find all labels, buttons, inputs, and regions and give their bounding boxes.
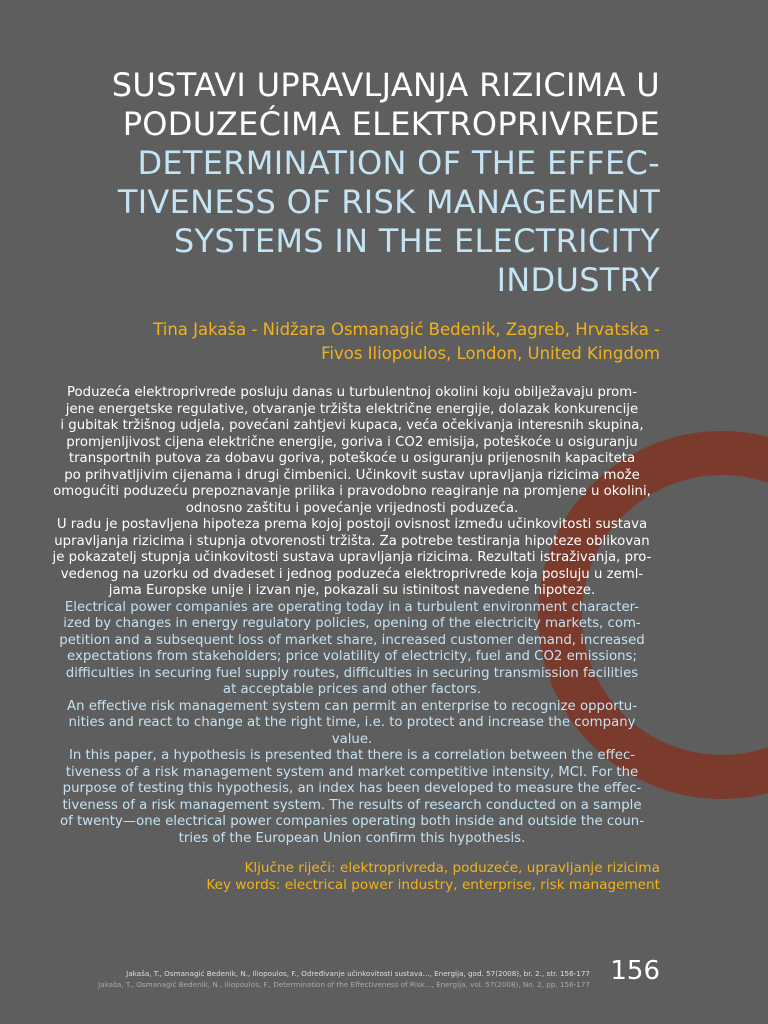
abstract-en-line: purpose of testing this hypothesis, an index has been developed to measure the effec-	[62, 781, 642, 796]
authors-line: Fivos Iliopoulos, London, United Kingdom	[321, 344, 660, 363]
title-hr-line: PODUZEĆIMA ELEKTROPRIVREDE	[122, 105, 660, 143]
abstract-hr-line: odnosno zaštitu i povećanje vrijednosti poduzeća.	[185, 500, 519, 516]
abstract-en-line: of twenty—one electrical power companies operating both inside and outside the coun-	[59, 814, 645, 829]
authors	[40, 318, 660, 366]
abstract-en-line: nities and react to change at the right time, i.e. to protect and increase the company	[68, 715, 636, 730]
abstract-en	[44, 600, 660, 848]
abstract-hr-line: je pokazatelj stupnja učinkovitosti sustava upravljanja rizicima. Rezultati istraživanja, pro-	[52, 550, 652, 565]
article-title	[40, 66, 660, 300]
title-en-line: DETERMINATION OF THE EFFEC-	[137, 144, 660, 182]
abstract-hr-line: po prihvatljivim cijenama i drugi čimbenici. Učinkovit sustav upravljanja rizicima može	[64, 467, 640, 483]
abstract-en-line: tiveness of a risk management system and market competitive intensity, MCI. For the	[65, 764, 639, 780]
abstract-hr	[44, 385, 660, 600]
page-number: 156	[610, 956, 660, 986]
authors-line: Tina Jakaša - Nidžara Osmanagić Bedenik, Zagreb, Hrvatska -	[153, 320, 660, 339]
abstract-hr-line: upravljanja rizicima i stupnja otvorenosti tržišta. Za potrebe testiranja hipoteze oblikovan	[54, 533, 650, 549]
abstract-en-line: tries of the European Union confirm this hypothesis.	[178, 830, 526, 846]
abstract-hr-line: jama Europske unije i izvan nje, pokazali su istinitost navedene hipoteze.	[108, 583, 596, 598]
title-en-line: SYSTEMS IN THE ELECTRICITY	[173, 222, 660, 260]
abstract-en-line: An effective risk management system can permit an enterprise to recognize opportu-	[66, 698, 638, 714]
abstract-hr-line: transportnih putova za dobavu goriva, poteškoće u osiguranju prijenosnih kapaciteta	[68, 451, 636, 466]
abstract	[44, 385, 660, 847]
abstract-hr-line: U radu je postavljena hipoteza prema kojoj postoji ovisnost između učinkovitosti sustava	[56, 517, 648, 532]
abstract-hr-line: jene energetske regulative, otvaranje tržišta električne energije, dolazak konkurencije	[65, 401, 639, 417]
abstract-hr-line: promjenljivost cijena električne energije, goriva i CO2 emisija, poteškoće u osiguranju	[66, 434, 638, 450]
abstract-en-line: tiveness of a risk management system. The results of research conducted on a sample	[62, 797, 642, 813]
title-hr-line: SUSTAVI UPRAVLJANJA RIZICIMA U	[111, 66, 660, 104]
abstract-en-line: ized by changes in energy regulatory policies, opening of the electricity markets, com-	[63, 616, 641, 631]
citation-footer	[90, 968, 590, 990]
abstract-en-line: Electrical power companies are operating today in a turbulent environment character-	[64, 599, 640, 615]
abstract-hr-line: Poduzeća elektroprivrede posluju danas u turbulentnoj okolini koju obilježavaju prom-	[66, 385, 638, 400]
abstract-hr-line: i gubitak tržišnog udjela, povećani zahtjevi kupaca, veća očekivanja interesnih skupina,	[60, 418, 644, 433]
abstract-en-line: petition and a subsequent loss of market share, increased customer demand, increased	[59, 632, 645, 648]
abstract-en-line: difficulties in securing fuel supply routes, difficulties in securing transmission facilities	[65, 665, 639, 681]
abstract-en-line: value.	[331, 731, 373, 747]
title-en-line: INDUSTRY	[496, 261, 660, 299]
keywords-en: Key words: electrical power industry, enterprise, risk management	[206, 877, 660, 893]
abstract-en-line: expectations from stakeholders; price volatility of electricity, fuel and CO2 emissions;	[67, 649, 637, 664]
keywords-hr: Ključne riječi: elektroprivreda, poduzeće, upravljanje rizicima	[244, 860, 660, 876]
keywords	[40, 860, 660, 894]
citation-en: Jakaša, T., Osmanagić Bedenik, N., Iliopoulos, F., Determination of the Effectiveness of Risk..., Energija, vol. 57(2008), No. 2, pp. 156-177	[98, 980, 590, 989]
citation-hr: Jakaša, T., Osmanagić Bedenik, N., Iliopoulos, F., Određivanje učinkovitosti sustava..., Energija, god. 57(2008), br. 2., str. 156-177	[126, 969, 590, 978]
abstract-en-line: at acceptable prices and other factors.	[222, 682, 482, 697]
abstract-hr-line: vedenog na uzorku od dvadeset i jednog poduzeća elektroprivrede koja posluju u zeml-	[60, 566, 644, 582]
title-en-line: TIVENESS OF RISK MANAGEMENT	[117, 183, 660, 221]
abstract-en-line: In this paper, a hypothesis is presented that there is a correlation between the effec-	[68, 748, 636, 763]
abstract-hr-line: omogućiti poduzeću prepoznavanje prilika i pravodobno reagiranje na promjene u okolini,	[53, 484, 651, 499]
